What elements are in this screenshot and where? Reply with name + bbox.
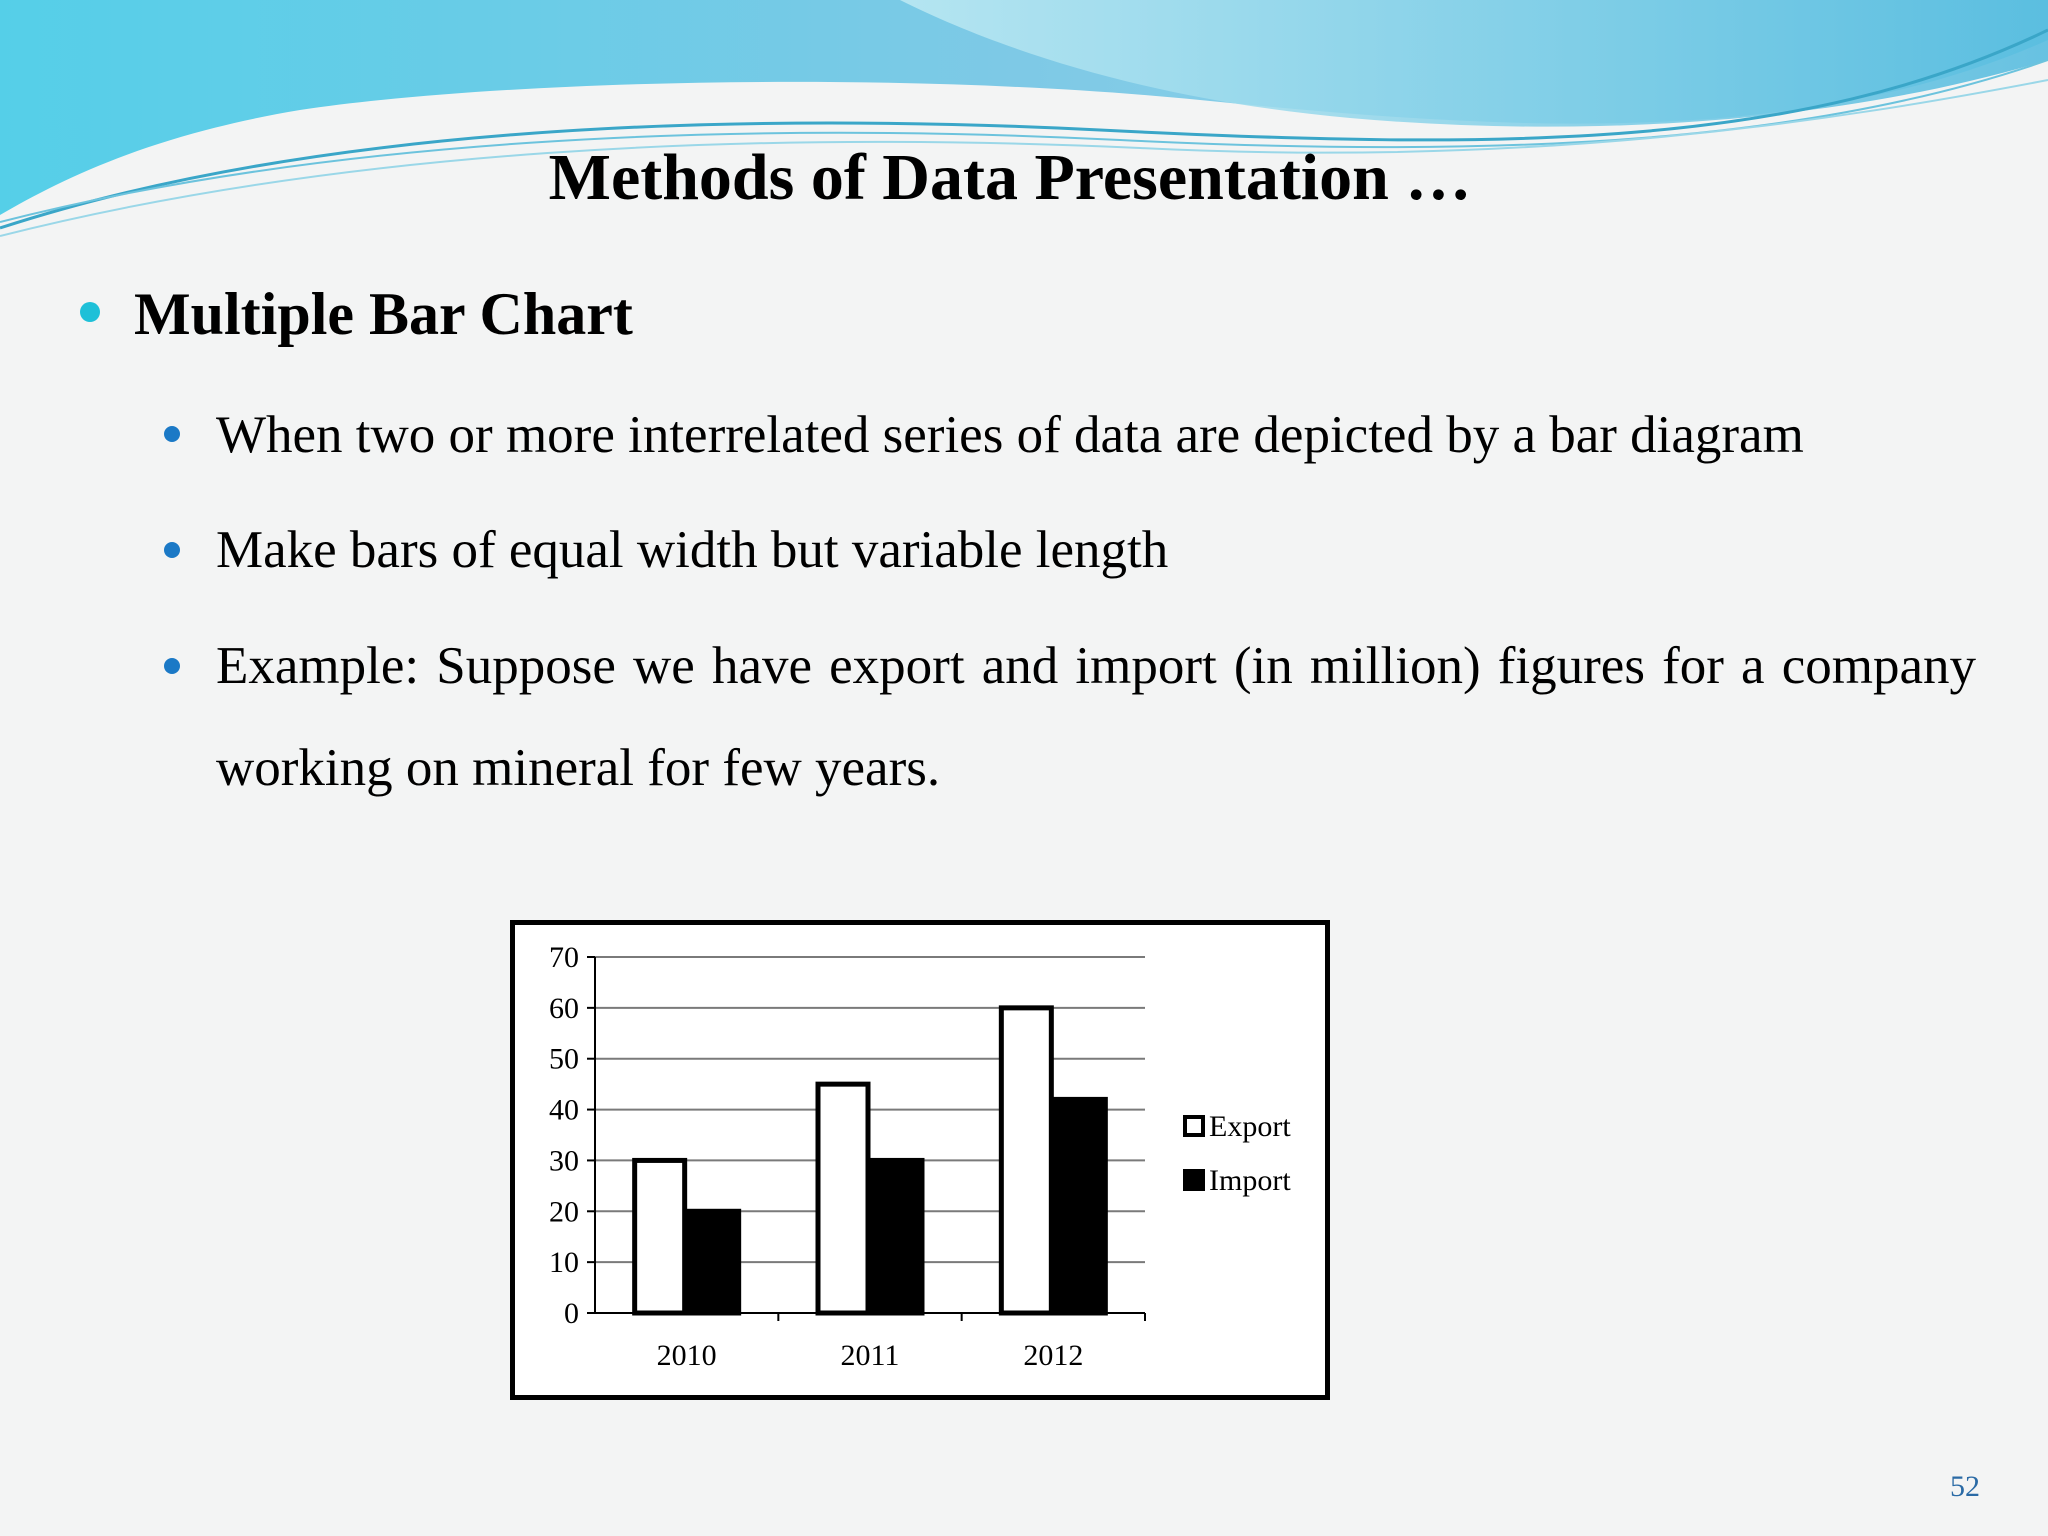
y-tick-label: 50 [549,1042,579,1076]
bullet-text-2: Make bars of equal width but variable length [216,521,1169,579]
x-tick-label: 2010 [656,1339,717,1372]
bar-export-2010 [635,1160,685,1313]
legend-label-import: Import [1209,1164,1291,1197]
bar-import-2012 [1055,1099,1105,1313]
page-number: 52 [1950,1470,1980,1503]
legend-swatch-import [1185,1171,1203,1189]
legend-label-export: Export [1209,1110,1291,1143]
x-tick-label: 2011 [840,1339,900,1372]
bullet-dot-icon [164,658,180,674]
bullet-text-1: When two or more interrelated series of data are depicted by a bar diagram [216,406,1804,464]
bar-import-2011 [872,1160,922,1313]
y-tick-label: 40 [549,1093,579,1127]
heading-bullet-icon [80,302,100,322]
y-tick-label: 20 [549,1195,579,1229]
slide-title: Methods of Data Presentation … [548,141,1472,214]
y-tick-label: 0 [564,1297,579,1330]
x-tick-label: 2012 [1023,1339,1084,1372]
bullet-text-3: Example: Suppose we have export and import (in million) figures for a company working on mineral for few years. [216,637,1976,797]
bullet-dot-icon [164,426,180,442]
bar-export-2012 [1001,1008,1051,1313]
y-tick-label: 30 [549,1144,579,1178]
legend-swatch-export [1185,1117,1203,1135]
y-tick-label: 60 [549,991,579,1025]
bar-export-2011 [818,1084,868,1313]
y-tick-label: 70 [549,941,579,974]
y-tick-label: 10 [549,1246,579,1280]
section-heading: Multiple Bar Chart [134,281,633,347]
multiple-bar-chart [510,920,1330,1400]
bar-import-2010 [689,1211,739,1313]
bullet-dot-icon [164,542,180,558]
chart-canvas [515,925,1325,1395]
